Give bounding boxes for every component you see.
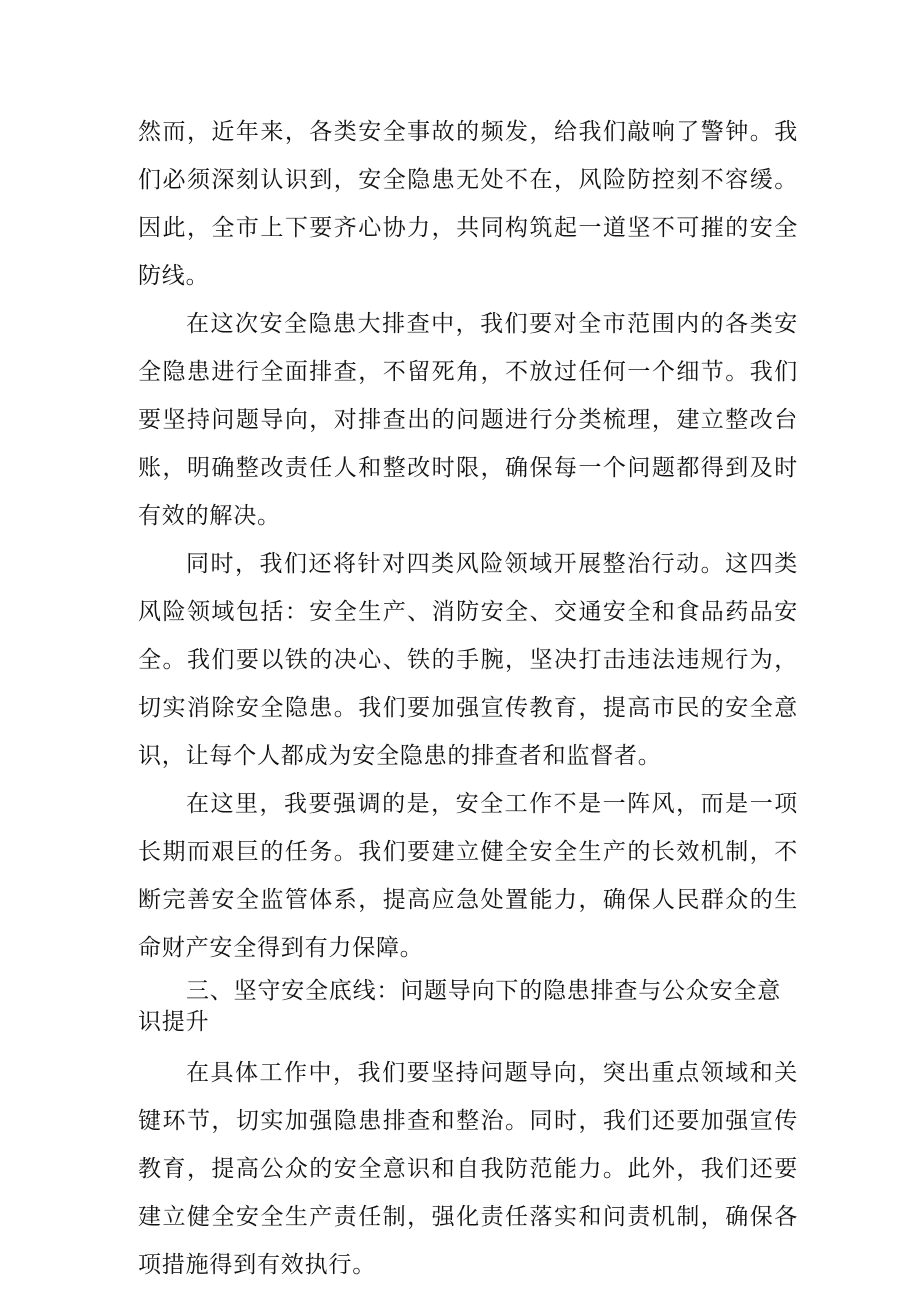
- paragraph-long-term-mechanism: 在这里，我要强调的是，安全工作不是一阵风，而是一项长期而艰巨的任务。我们要建立健全安全生产的长效机制，不断完善安全监管体系，提高应急处置能力，确保人民群众的生命财产安全得到有力保障。: [138, 791, 798, 961]
- section-heading: 三、坚守安全底线：问题导向下的隐患排查与公众安全意识提升: [138, 978, 781, 1035]
- paragraph-risk-areas: 同时，我们还将针对四类风险领域开展整治行动。这四类风险领域包括：安全生产、消防安全、交通安全和食品药品安全。我们要以铁的决心、铁的手腕，坚决打击违法违规行为，切实消除安全隐患。我们要加强宣传教育，提高市民的安全意识，让每个人都成为安全隐患的排查者和监督者。: [138, 551, 798, 769]
- paragraph-specific-work: 在具体工作中，我们要坚持问题导向，突出重点领域和关键环节，切实加强隐患排查和整治。同时，我们还要加强宣传教育，提高公众的安全意识和自我防范能力。此外，我们还要建立健全安全生产责任制，强化责任落实和问责机制，确保各项措施得到有效执行。: [138, 1060, 798, 1278]
- paragraph-hazard-inspection: 在这次安全隐患大排查中，我们要对全市范围内的各类安全隐患进行全面排查，不留死角，不放过任何一个细节。我们要坚持问题导向，对排查出的问题进行分类梳理，建立整改台账，明确整改责任人和整改时限，确保每一个问题都得到及时有效的解决。: [138, 311, 798, 529]
- document-page: [138, 108, 798, 1289]
- paragraph-continuation: 然而，近年来，各类安全事故的频发，给我们敲响了警钟。我们必须深刻认识到，安全隐患无处不在，风险防控刻不容缓。因此，全市上下要齐心协力，共同构筑起一道坚不可摧的安全防线。: [138, 119, 798, 289]
